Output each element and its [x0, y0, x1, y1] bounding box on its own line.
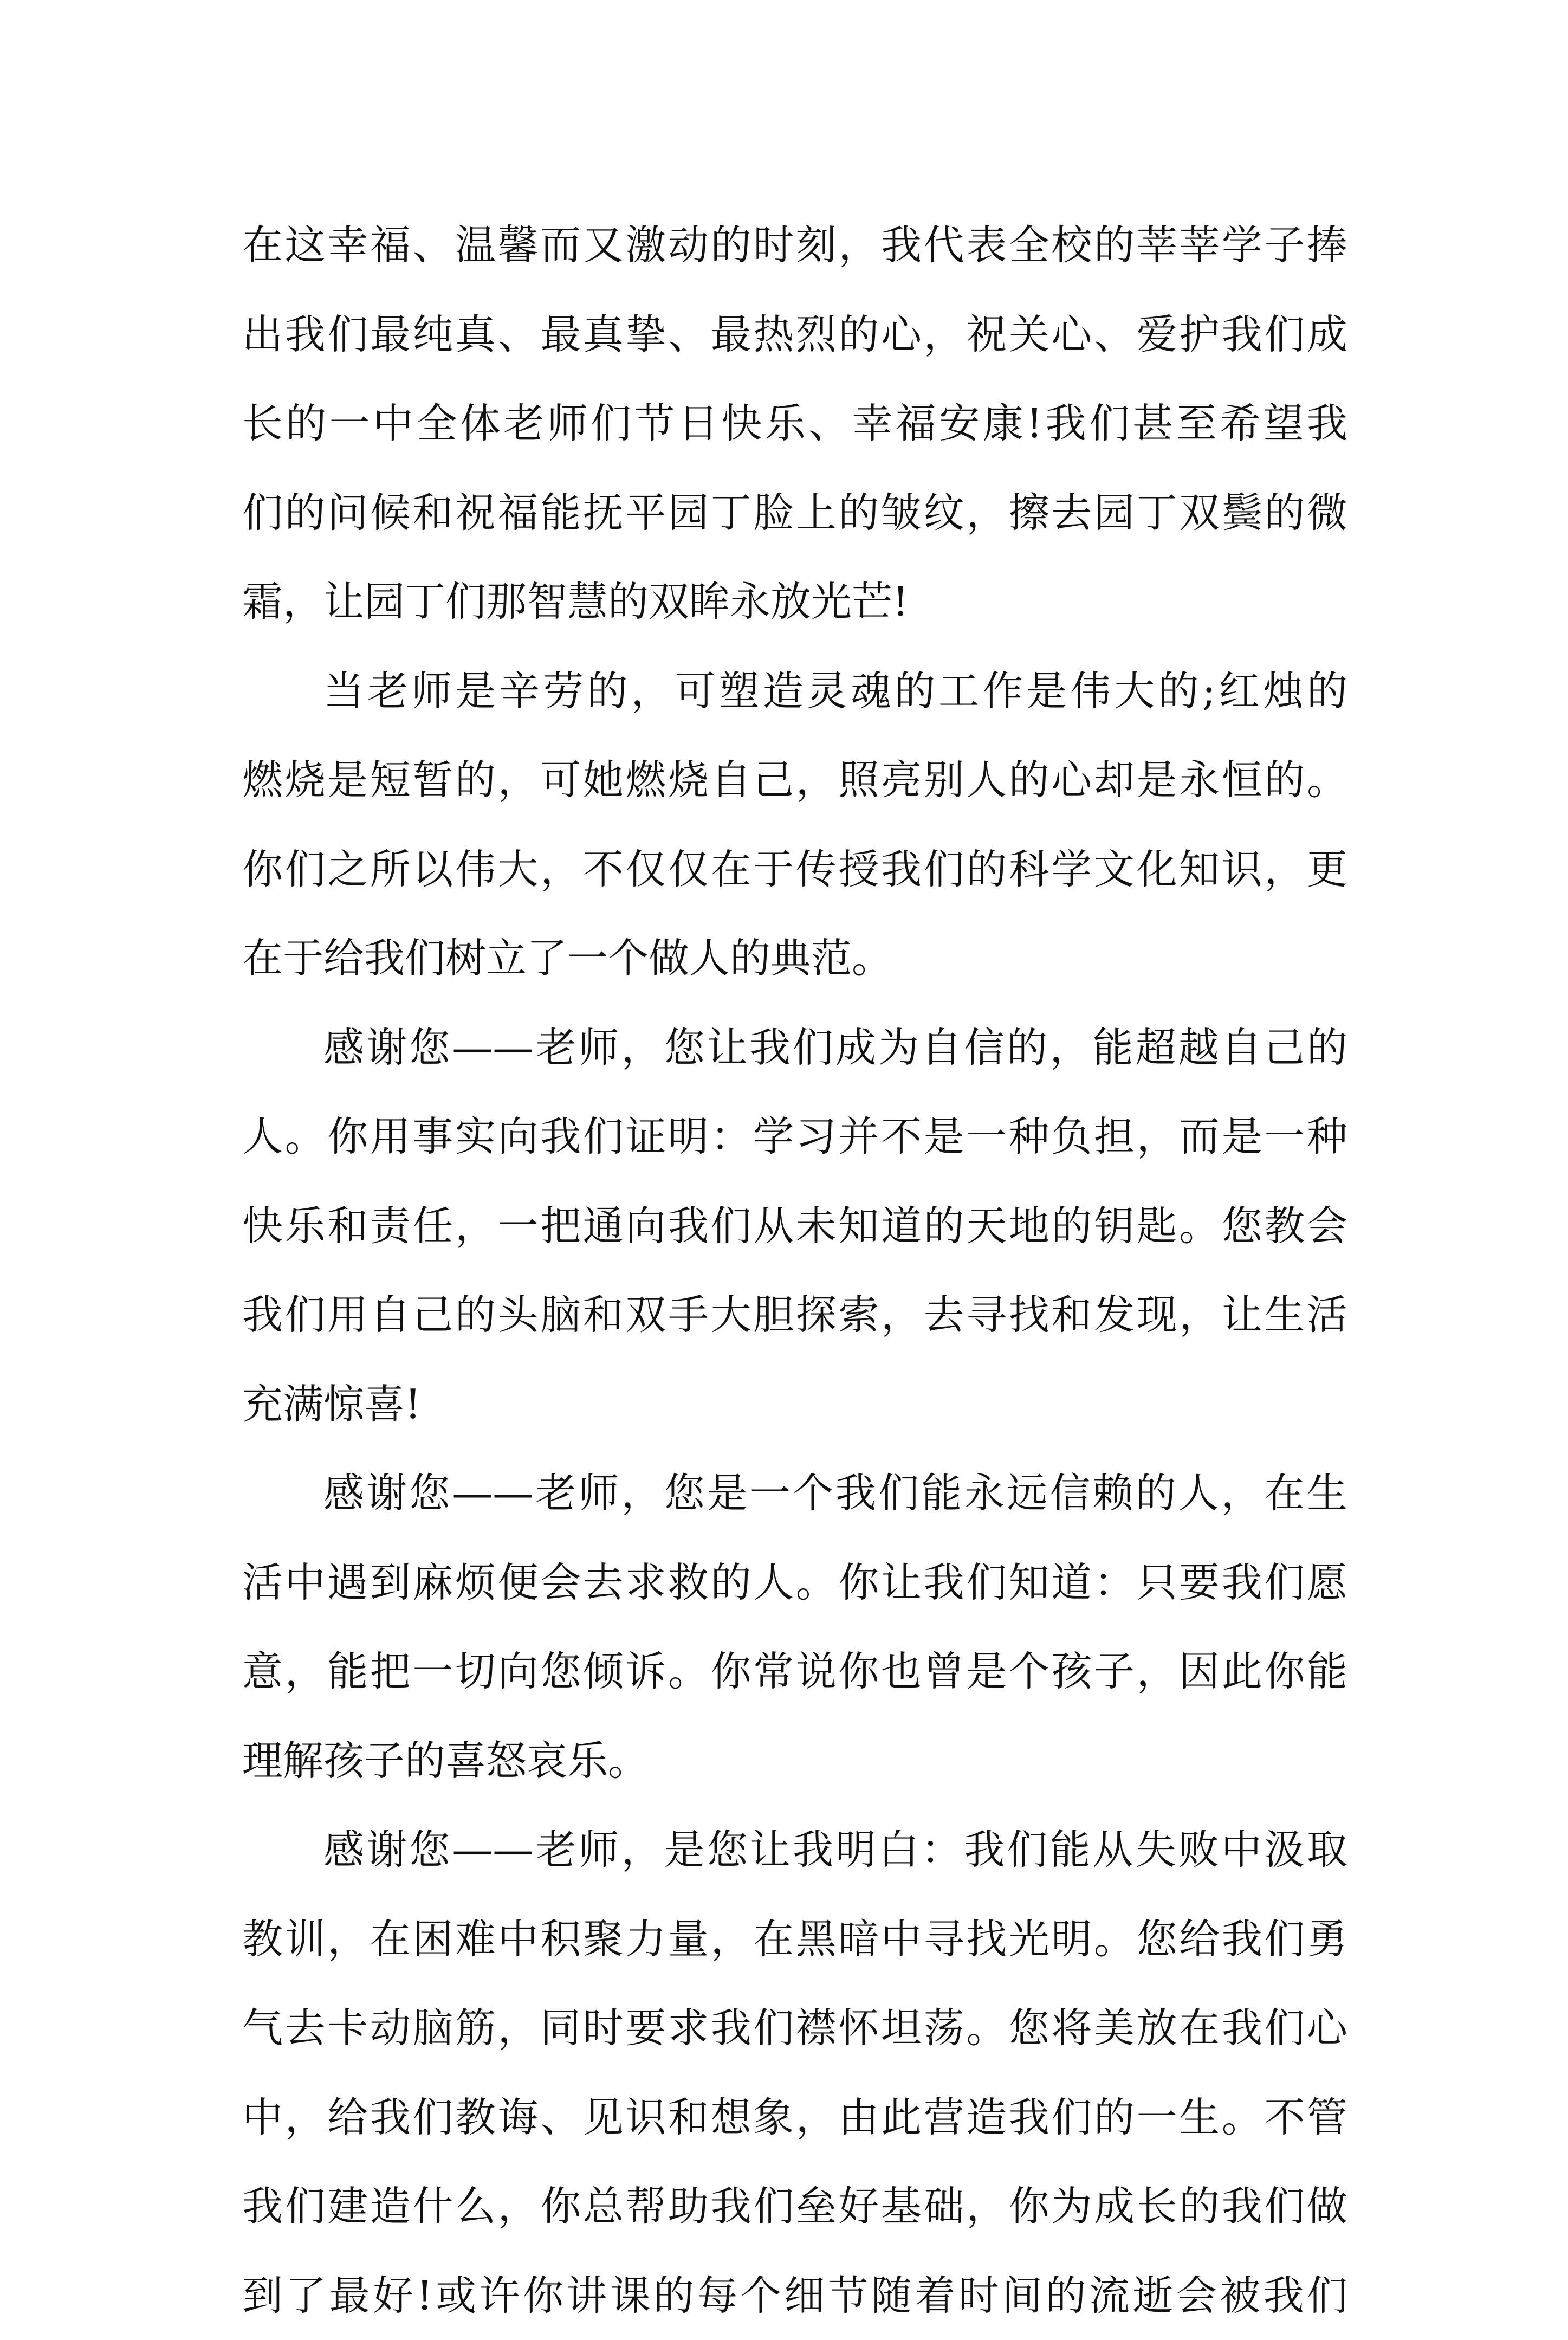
text-line: 感谢您——老师，是您让我明白：我们能从失败中汲取: [242, 1805, 1347, 1895]
text-line: 到了最好!或许你讲课的每个细节随着时间的流逝会被我们: [242, 2251, 1347, 2340]
text-line: 感谢您——老师，您是一个我们能永远信赖的人，在生: [242, 1449, 1347, 1538]
text-line: 在这幸福、温馨而又激动的时刻，我代表全校的莘莘学子捧: [242, 201, 1347, 290]
text-line: 霜，让园丁们那智慧的双眸永放光芒!: [242, 557, 1347, 647]
text-line: 感谢您——老师，您让我们成为自信的，能超越自己的: [242, 1003, 1347, 1093]
text-line: 活中遇到麻烦便会去求救的人。你让我们知道：只要我们愿: [242, 1538, 1347, 1627]
text-line: 们的问候和祝福能抚平园丁脸上的皱纹，擦去园丁双鬓的微: [242, 468, 1347, 558]
text-line: 充满惊喜!: [242, 1360, 1347, 1449]
text-line: 人。你用事实向我们证明：学习并不是一种负担，而是一种: [242, 1092, 1347, 1181]
text-line: 快乐和责任，一把通向我们从未知道的天地的钥匙。您教会: [242, 1181, 1347, 1271]
text-line: 燃烧是短暂的，可她燃烧自己，照亮别人的心却是永恒的。: [242, 735, 1347, 825]
text-line: 教训，在困难中积聚力量，在黑暗中寻找光明。您给我们勇: [242, 1895, 1347, 1984]
text-line: 当老师是辛劳的，可塑造灵魂的工作是伟大的;红烛的: [242, 647, 1347, 736]
text-line: 意，能把一切向您倾诉。你常说你也曾是个孩子，因此你能: [242, 1627, 1347, 1716]
text-line: 中，给我们教诲、见识和想象，由此营造我们的一生。不管: [242, 2073, 1347, 2162]
text-line: 在于给我们树立了一个做人的典范。: [242, 914, 1347, 1003]
text-line: 气去卡动脑筋，同时要求我们襟怀坦荡。您将美放在我们心: [242, 1983, 1347, 2073]
text-line: 你们之所以伟大，不仅仅在于传授我们的科学文化知识，更: [242, 825, 1347, 914]
text-line: 出我们最纯真、最真挚、最热烈的心，祝关心、爱护我们成: [242, 290, 1347, 379]
text-line: 理解孩子的喜怒哀乐。: [242, 1716, 1347, 1806]
text-line: 长的一中全体老师们节日快乐、幸福安康!我们甚至希望我: [242, 379, 1347, 468]
text-line: 我们用自己的头脑和双手大胆探索，去寻找和发现，让生活: [242, 1270, 1347, 1360]
body-text: [242, 201, 1347, 2340]
text-line: 我们建造什么，你总帮助我们垒好基础，你为成长的我们做: [242, 2162, 1347, 2251]
